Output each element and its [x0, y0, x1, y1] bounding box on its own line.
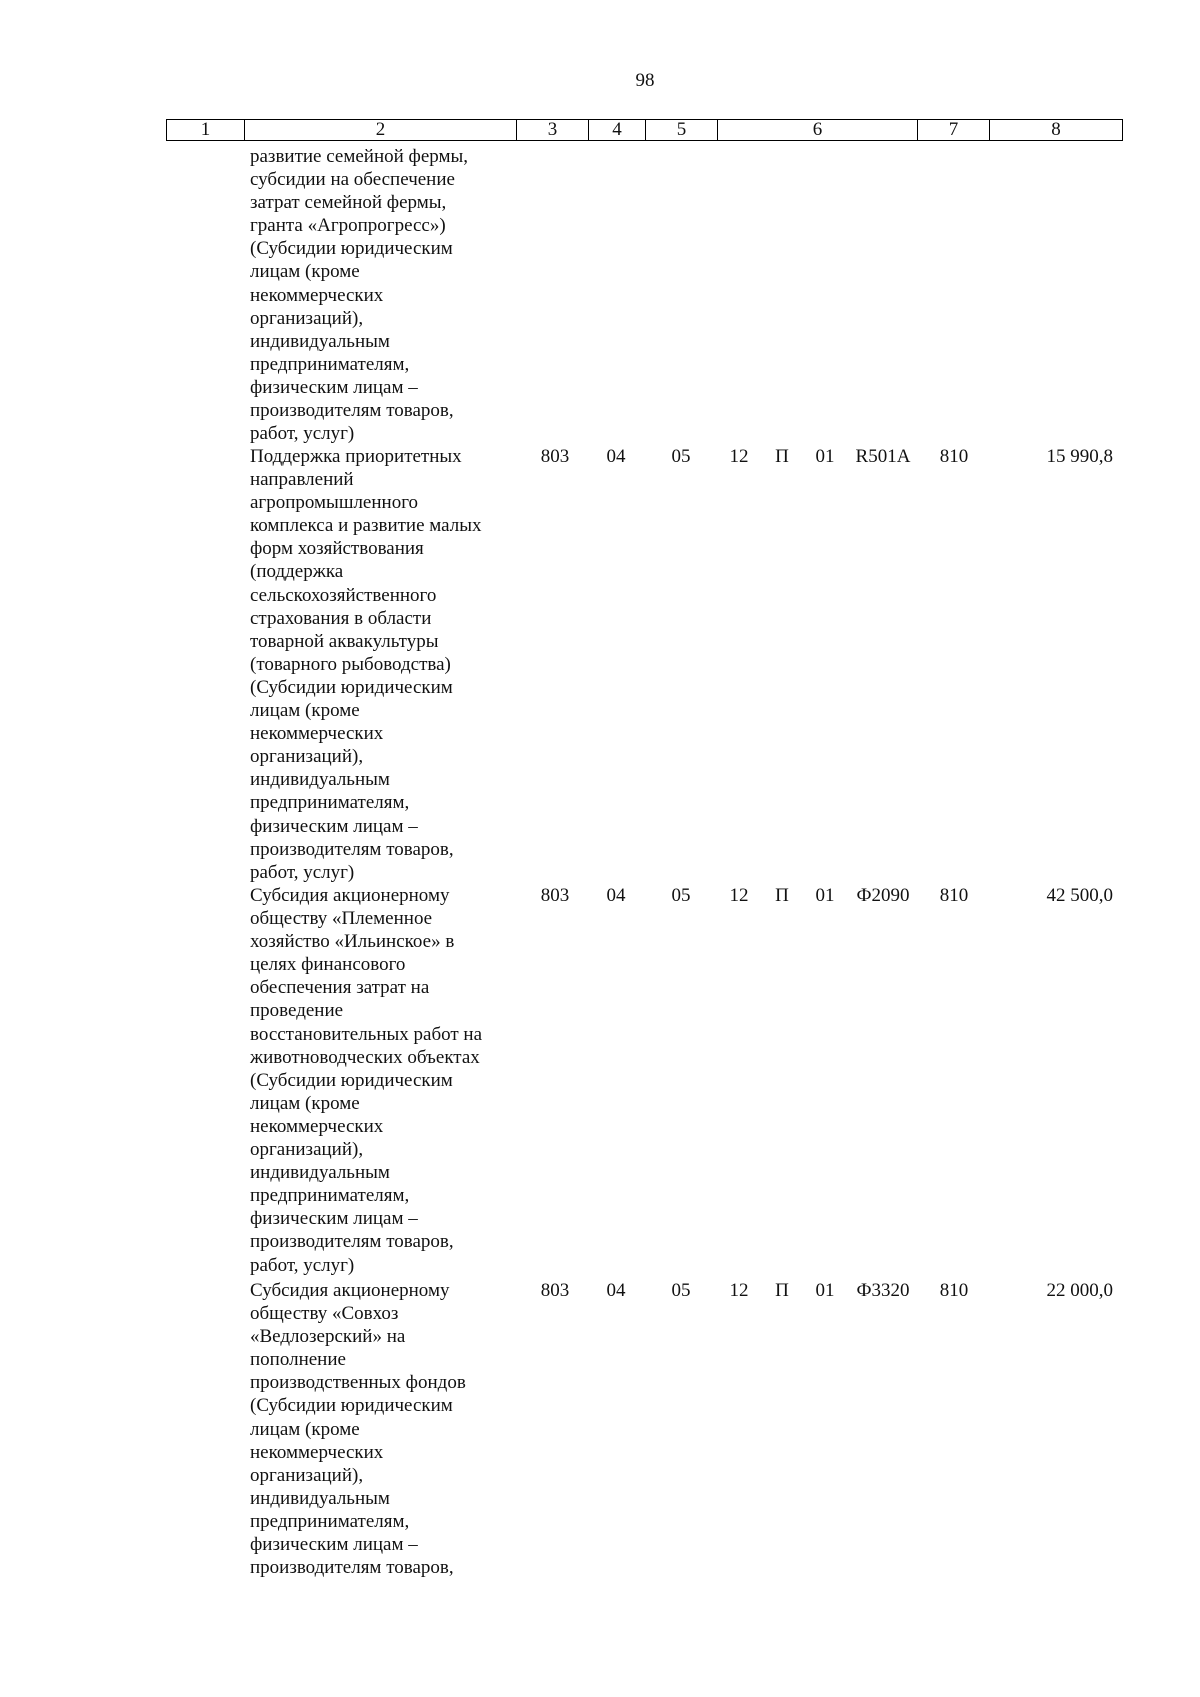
- cell-expense-type: 810: [939, 885, 969, 906]
- column-header-1: 1: [167, 120, 245, 141]
- cell-target-letter: П: [775, 446, 789, 467]
- cell-expense-type: 810: [939, 446, 969, 467]
- page-number: 98: [635, 70, 655, 91]
- column-header-3: 3: [517, 120, 589, 141]
- row-description: Субсидия акционерному обществу «Совхоз «Ведлозерский» на пополнение производственных фондов (Субсидии юридическим лицам (кроме некоммерческих организаций), индивидуальным предпринимателям, физическим лицам – производителям товаров,: [250, 1280, 466, 1579]
- cell-target-sub: 01: [815, 1280, 835, 1301]
- cell-target-sub: 01: [815, 446, 835, 467]
- cell-section: 04: [606, 446, 626, 467]
- column-header-row: [167, 120, 1123, 141]
- cell-target-sub: 01: [815, 885, 835, 906]
- cell-subsection: 05: [671, 1280, 691, 1301]
- cell-amount: 22 000,0: [1046, 1280, 1113, 1301]
- column-header-2: 2: [245, 120, 517, 141]
- cell-expense-type: 810: [939, 1280, 969, 1301]
- cell-target-code: R501A: [855, 446, 911, 467]
- cell-target-program: 12: [729, 1280, 749, 1301]
- row-description: Субсидия акционерному обществу «Племенное хозяйство «Ильинское» в целях финансового обеспечения затрат на проведение восстановительных работ на животноводческих объектах (Субсидии юридическим лицам (кроме некоммерческих организаций), индивидуальным предпринимателям, физическим лицам – производителям товаров, работ, услуг): [250, 885, 483, 1276]
- row-description: Поддержка приоритетных направлений агропромышленного комплекса и развитие малых форм хозяйствования (поддержка сельскохозяйственного страхования в области товарной аквакультуры (товарного рыбоводства) (Субсидии юридическим лицам (кроме некоммерческих организаций), индивидуальным предпринимателям, физическим лицам – производителям товаров, работ, услуг): [250, 446, 482, 883]
- cell-ved-code: 803: [540, 446, 570, 467]
- column-header-8: 8: [990, 120, 1123, 141]
- column-header-4: 4: [589, 120, 646, 141]
- column-header-7: 7: [918, 120, 990, 141]
- cell-target-program: 12: [729, 885, 749, 906]
- cell-target-letter: П: [775, 1280, 789, 1301]
- column-header-5: 5: [646, 120, 718, 141]
- cell-section: 04: [606, 1280, 626, 1301]
- column-header-table: [166, 119, 1123, 141]
- continuation-description: развитие семейной фермы, субсидии на обеспечение затрат семейной фермы, гранта «Агропрогресс») (Субсидии юридическим лицам (кроме некоммерческих организаций), индивидуальным предпринимателям, физическим лицам – производителям товаров, работ, услуг): [250, 146, 469, 445]
- cell-target-code: Ф3320: [856, 1280, 910, 1301]
- cell-amount: 15 990,8: [1046, 446, 1113, 467]
- cell-ved-code: 803: [540, 1280, 570, 1301]
- column-header-6: 6: [718, 120, 918, 141]
- cell-target-code: Ф2090: [856, 885, 910, 906]
- cell-section: 04: [606, 885, 626, 906]
- cell-target-letter: П: [775, 885, 789, 906]
- cell-ved-code: 803: [540, 885, 570, 906]
- cell-subsection: 05: [671, 885, 691, 906]
- cell-target-program: 12: [729, 446, 749, 467]
- cell-subsection: 05: [671, 446, 691, 467]
- cell-amount: 42 500,0: [1046, 885, 1113, 906]
